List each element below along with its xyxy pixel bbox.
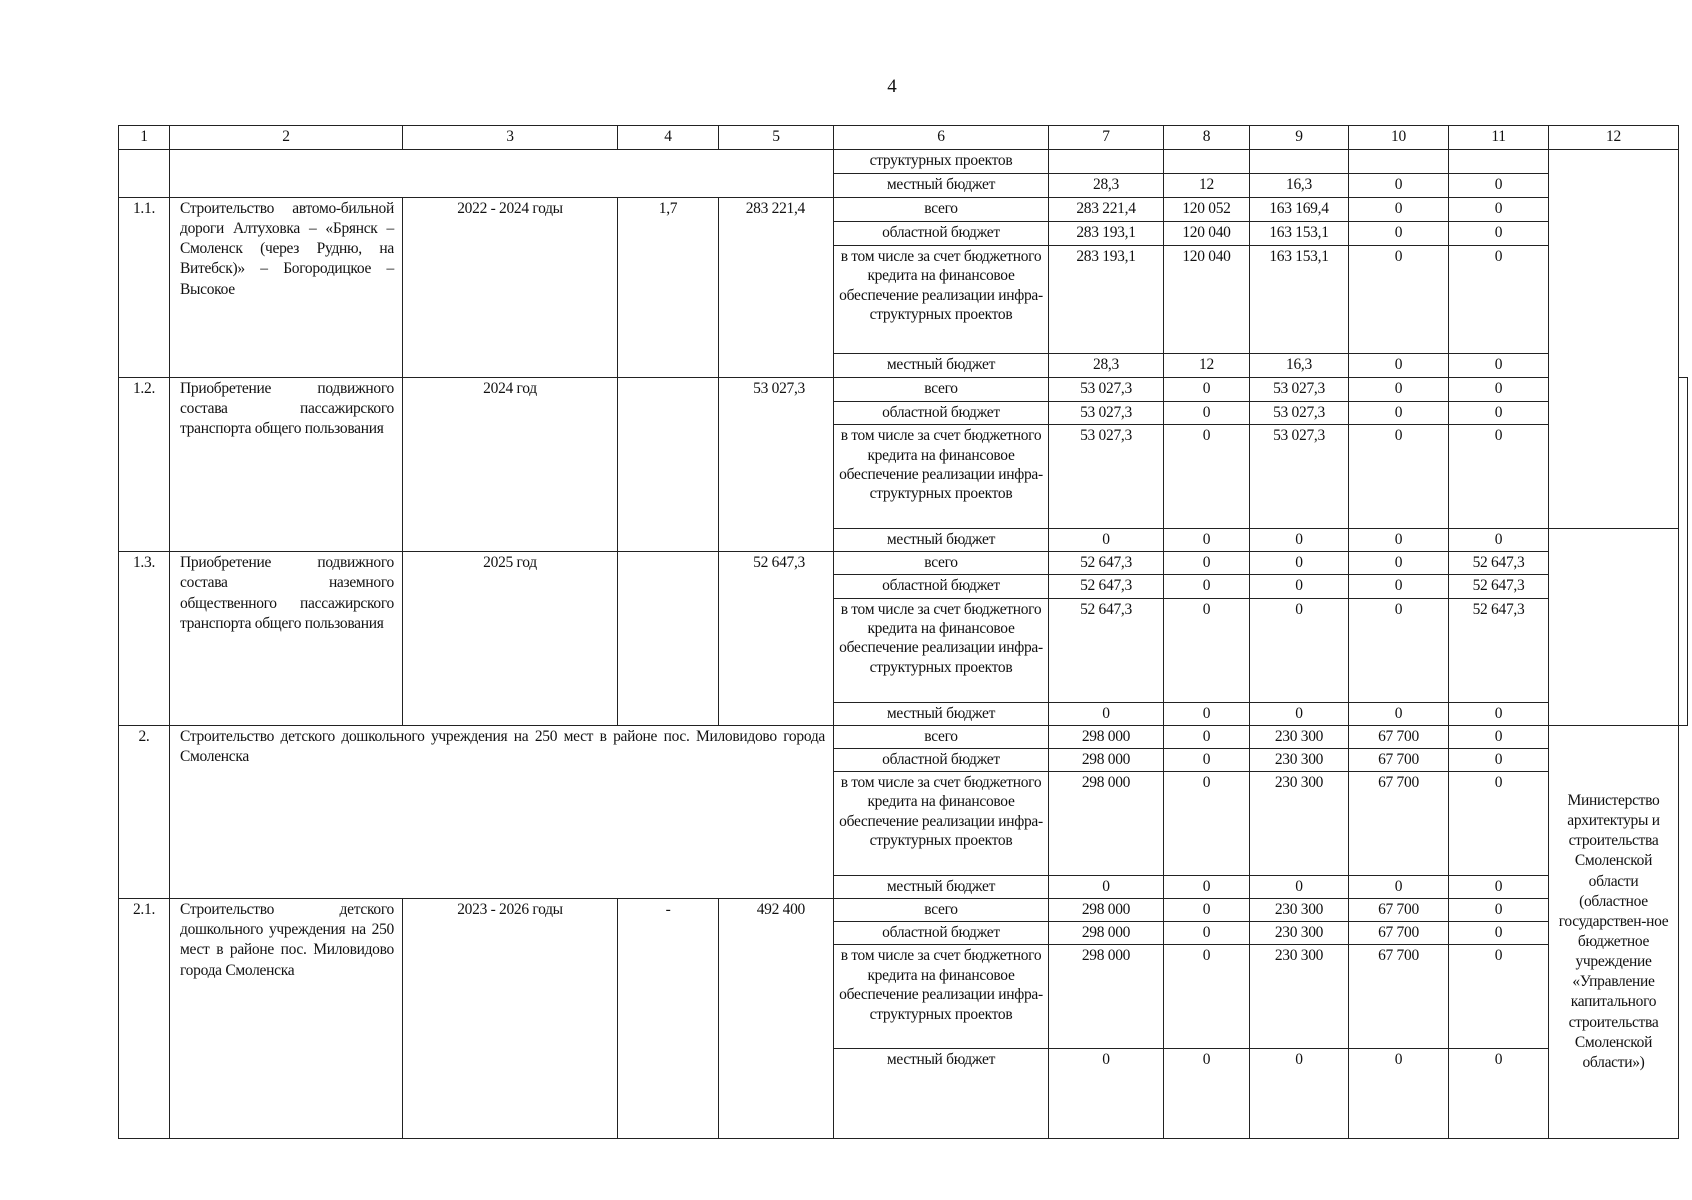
value-cell: 298 000 (1049, 945, 1164, 1049)
value-cell: 0 (1349, 702, 1449, 725)
value-cell: 0 (1449, 222, 1549, 246)
column-header: 3 (403, 126, 618, 150)
value-cell: 53 027,3 (1250, 402, 1349, 425)
source-regional: областной бюджет (834, 222, 1049, 246)
item-name: Приобретение подвижного состава наземного общественного пассажирского транспорта общего пользования (170, 552, 403, 725)
table-body (119, 126, 1688, 1139)
value-cell: 0 (1449, 378, 1549, 402)
empty-cell (119, 150, 170, 198)
source-local: местный бюджет (834, 529, 1049, 552)
item-number: 2. (119, 725, 170, 898)
value-cell: 0 (1164, 1049, 1250, 1139)
item-name: Строительство автомо-бильной дороги Алтуховка – «Брянск – Смоленск (через Рудню, на Витебск)» – Богородицкое – Высокое (170, 198, 403, 378)
page-number: 4 (887, 76, 897, 97)
budget-table (118, 125, 1688, 1139)
value-cell: 0 (1449, 771, 1549, 875)
column-header: 12 (1549, 126, 1679, 150)
value-cell: 0 (1349, 598, 1449, 702)
item-number: 1.3. (119, 552, 170, 725)
value-cell: 53 027,3 (1049, 378, 1164, 402)
value-cell: 0 (1349, 552, 1449, 575)
source-local: местный бюджет (834, 702, 1049, 725)
value-cell: 0 (1449, 702, 1549, 725)
value-cell: 0 (1449, 354, 1549, 378)
empty-cell (1549, 150, 1679, 529)
value-cell: 0 (1164, 748, 1250, 771)
item-col4: - (618, 899, 719, 1139)
item-number: 1.1. (119, 198, 170, 378)
value-cell: 0 (1449, 174, 1549, 198)
source-total: всего (834, 899, 1049, 922)
item-name: Строительство детского дошкольного учреждения на 250 мест в районе пос. Миловидово города Смоленска (170, 899, 403, 1139)
item-name: Строительство детского дошкольного учреждения на 250 мест в районе пос. Миловидово города Смоленска (170, 725, 834, 898)
item-period: 2022 - 2024 годы (403, 198, 618, 378)
value-cell: 0 (1164, 945, 1250, 1049)
column-header: 1 (119, 126, 170, 150)
value-cell: 0 (1250, 529, 1349, 552)
value-cell: 0 (1449, 529, 1549, 552)
value-cell: 0 (1349, 529, 1449, 552)
value-cell: 0 (1449, 875, 1549, 898)
value-cell: 67 700 (1349, 922, 1449, 945)
value-cell: 67 700 (1349, 771, 1449, 875)
item-name: Приобретение подвижного состава пассажирского транспорта общего пользования (170, 378, 403, 552)
value-cell: 12 (1164, 174, 1250, 198)
item-number: 2.1. (119, 899, 170, 1139)
value-cell: 0 (1164, 598, 1250, 702)
source-local: местный бюджет (834, 1049, 1049, 1139)
value-cell: 120 040 (1164, 222, 1250, 246)
item-col4: 1,7 (618, 198, 719, 378)
column-header: 10 (1349, 126, 1449, 150)
source-credit: в том числе за счет бюджетного кредита на финансовое обеспечение реализации инфра-структурных проектов (834, 246, 1049, 354)
value-cell: 0 (1349, 875, 1449, 898)
value-cell: 163 169,4 (1250, 198, 1349, 222)
responsible-executor: Министерство архитектуры и строительства Смоленской области (областное государствен-ное бюджетное учреждение «Управление капитального строительства Смоленской области») (1549, 725, 1679, 1139)
value-cell: 0 (1349, 198, 1449, 222)
value-cell: 67 700 (1349, 725, 1449, 748)
value-cell: 0 (1449, 402, 1549, 425)
item-col5: 52 647,3 (719, 552, 834, 725)
table-row (119, 378, 1688, 402)
value-cell: 52 647,3 (1049, 575, 1164, 598)
value-cell: 0 (1449, 246, 1549, 354)
value-cell: 163 153,1 (1250, 222, 1349, 246)
value-cell: 0 (1049, 702, 1164, 725)
value-cell: 0 (1164, 725, 1250, 748)
item-period: 2025 год (403, 552, 618, 725)
value-cell: 28,3 (1049, 354, 1164, 378)
value-cell: 0 (1164, 402, 1250, 425)
source-credit: в том числе за счет бюджетного кредита на финансовое обеспечение реализации инфра-структурных проектов (834, 425, 1049, 529)
empty-cell (170, 150, 834, 198)
source-credit: в том числе за счет бюджетного кредита на финансовое обеспечение реализации инфра-структурных проектов (834, 598, 1049, 702)
value-cell: 298 000 (1049, 748, 1164, 771)
value-cell: 0 (1049, 875, 1164, 898)
value-cell: 0 (1164, 899, 1250, 922)
value-cell: 67 700 (1349, 945, 1449, 1049)
value-cell: 0 (1349, 222, 1449, 246)
value-cell: 67 700 (1349, 748, 1449, 771)
value-cell: 0 (1164, 378, 1250, 402)
value-cell: 0 (1449, 945, 1549, 1049)
value-cell: 16,3 (1250, 174, 1349, 198)
value-cell: 0 (1049, 529, 1164, 552)
column-header: 2 (170, 126, 403, 150)
value-cell: 163 153,1 (1250, 246, 1349, 354)
value-cell: 0 (1164, 922, 1250, 945)
column-header: 9 (1250, 126, 1349, 150)
value-cell: 0 (1250, 575, 1349, 598)
value-cell: 0 (1449, 1049, 1549, 1139)
item-col4 (618, 378, 719, 552)
source-total: всего (834, 198, 1049, 222)
value-cell: 230 300 (1250, 725, 1349, 748)
value-cell: 0 (1449, 922, 1549, 945)
value-cell: 0 (1164, 552, 1250, 575)
value-cell: 0 (1349, 575, 1449, 598)
source-regional: областной бюджет (834, 748, 1049, 771)
value-cell: 0 (1449, 748, 1549, 771)
value-cell: 0 (1250, 1049, 1349, 1139)
value-cell: 230 300 (1250, 945, 1349, 1049)
source-total: всего (834, 725, 1049, 748)
value-cell: 230 300 (1250, 922, 1349, 945)
value-cell: 120 040 (1164, 246, 1250, 354)
column-header: 7 (1049, 126, 1164, 150)
item-period: 2024 год (403, 378, 618, 552)
column-header: 11 (1449, 126, 1549, 150)
value-cell: 0 (1349, 425, 1449, 529)
source-total: всего (834, 552, 1049, 575)
source-credit: в том числе за счет бюджетного кредита на финансовое обеспечение реализации инфра-структурных проектов (834, 771, 1049, 875)
value-cell: 52 647,3 (1449, 598, 1549, 702)
table-row (119, 725, 1688, 748)
value-cell: 283 221,4 (1049, 198, 1164, 222)
value-cell: 0 (1250, 552, 1349, 575)
item-number: 1.2. (119, 378, 170, 552)
source-local: местный бюджет (834, 354, 1049, 378)
source-cell: местный бюджет (834, 174, 1049, 198)
value-cell: 298 000 (1049, 922, 1164, 945)
item-col5: 283 221,4 (719, 198, 834, 378)
value-cell: 230 300 (1250, 899, 1349, 922)
table-row (119, 150, 1688, 174)
value-cell: 28,3 (1049, 174, 1164, 198)
column-header: 4 (618, 126, 719, 150)
value-cell: 120 052 (1164, 198, 1250, 222)
column-header: 6 (834, 126, 1049, 150)
value-cell: 0 (1349, 402, 1449, 425)
column-header: 5 (719, 126, 834, 150)
source-regional: областной бюджет (834, 922, 1049, 945)
value-cell: 0 (1250, 702, 1349, 725)
value-cell: 0 (1449, 899, 1549, 922)
value-cell: 0 (1164, 771, 1250, 875)
value-cell: 0 (1449, 725, 1549, 748)
source-credit: в том числе за счет бюджетного кредита на финансовое обеспечение реализации инфра-структурных проектов (834, 945, 1049, 1049)
source-local: местный бюджет (834, 875, 1049, 898)
value-cell: 0 (1164, 702, 1250, 725)
value-cell: 0 (1164, 875, 1250, 898)
value-cell: 52 647,3 (1449, 575, 1549, 598)
value-cell: 230 300 (1250, 771, 1349, 875)
item-col4 (618, 552, 719, 725)
value-cell: 0 (1049, 1049, 1164, 1139)
value-cell: 52 647,3 (1049, 552, 1164, 575)
source-regional: областной бюджет (834, 575, 1049, 598)
value-cell: 12 (1164, 354, 1250, 378)
item-col5: 53 027,3 (719, 378, 834, 552)
source-regional: областной бюджет (834, 402, 1049, 425)
value-cell: 0 (1349, 354, 1449, 378)
value-cell: 230 300 (1250, 748, 1349, 771)
value-cell: 0 (1164, 425, 1250, 529)
source-total: всего (834, 378, 1049, 402)
value-cell: 0 (1250, 598, 1349, 702)
value-cell: 283 193,1 (1049, 246, 1164, 354)
value-cell: 53 027,3 (1049, 425, 1164, 529)
item-col5: 492 400 (719, 899, 834, 1139)
value-cell: 52 647,3 (1449, 552, 1549, 575)
value-cell: 53 027,3 (1250, 378, 1349, 402)
value-cell: 67 700 (1349, 899, 1449, 922)
value-cell: 0 (1349, 246, 1449, 354)
header-row (119, 126, 1688, 150)
value-cell: 283 193,1 (1049, 222, 1164, 246)
value-cell: 0 (1349, 378, 1449, 402)
value-cell: 53 027,3 (1250, 425, 1349, 529)
value-cell: 0 (1349, 174, 1449, 198)
column-header: 8 (1164, 126, 1250, 150)
value-cell: 52 647,3 (1049, 598, 1164, 702)
table-row (119, 899, 1688, 922)
table-row (119, 552, 1688, 575)
value-cell: 298 000 (1049, 771, 1164, 875)
item-period: 2023 - 2026 годы (403, 899, 618, 1139)
value-cell: 0 (1349, 1049, 1449, 1139)
value-cell: 0 (1164, 529, 1250, 552)
value-cell: 0 (1449, 425, 1549, 529)
value-cell: 53 027,3 (1049, 402, 1164, 425)
value-cell: 298 000 (1049, 725, 1164, 748)
value-cell: 0 (1164, 575, 1250, 598)
empty-cell (1679, 378, 1688, 726)
value-cell: 298 000 (1049, 899, 1164, 922)
value-cell: 0 (1250, 875, 1349, 898)
source-cell: структурных проектов (834, 150, 1049, 174)
value-cell: 0 (1449, 198, 1549, 222)
table-row (119, 198, 1688, 222)
value-cell: 16,3 (1250, 354, 1349, 378)
